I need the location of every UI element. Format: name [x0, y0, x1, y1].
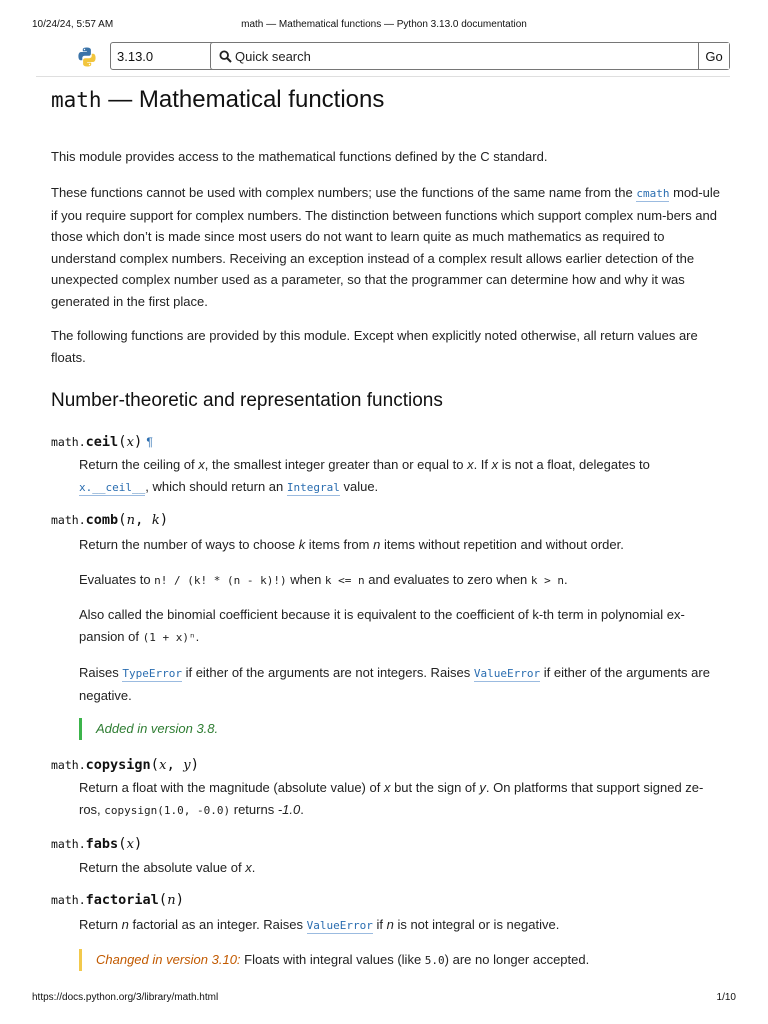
sig-prefix: math.: [51, 837, 86, 851]
comb-text: .: [564, 572, 568, 587]
comb-binomial-note: [79, 604, 724, 649]
comb-text: Evaluates to: [79, 572, 155, 587]
comb-text: Raises: [79, 665, 123, 680]
sig-arg: n: [167, 893, 176, 908]
ceil-var: x: [467, 457, 474, 472]
sig-name: copysign: [85, 757, 151, 773]
sig-arg: k: [151, 513, 160, 528]
copysign-signature: [51, 756, 199, 773]
sig-sep: ,: [166, 757, 184, 773]
factorial-text: Return: [79, 917, 122, 932]
sig-prefix: math.: [51, 435, 86, 449]
ceil-text: Return the ceiling of: [79, 457, 199, 472]
print-url: https://docs.python.org/3/library/math.html: [32, 992, 219, 1003]
sig-paren: ): [175, 892, 185, 908]
intro-paragraph-3: The following functions are provided by this module. Except when explicitly noted otherwise, all return values are floats.: [51, 328, 698, 365]
ceil-signature: [51, 433, 153, 450]
top-bar: [36, 38, 730, 77]
fabs-signature: [51, 835, 142, 852]
comb-signature: [51, 511, 168, 528]
intro-p2-text-a: These functions cannot be used with complex numbers; use the functions of the same name from the: [51, 185, 637, 200]
sig-paren: (: [150, 757, 160, 773]
factorial-text: factorial as an integer. Raises: [128, 917, 307, 932]
comb-text: items from: [305, 537, 374, 552]
comb-text: Return the number of ways to choose: [79, 537, 299, 552]
integral-link[interactable]: Integral: [286, 481, 340, 494]
sig-paren: (: [118, 836, 127, 852]
print-timestamp: 10/24/24, 5:57 AM: [32, 19, 114, 30]
search-input[interactable]: [235, 46, 695, 66]
python-logo-icon[interactable]: [76, 46, 98, 68]
copysign-return: -1.0: [277, 802, 301, 817]
comb-text: .: [195, 629, 200, 644]
comb-raises: [79, 662, 724, 707]
valueerror-link[interactable]: ValueError: [306, 919, 373, 932]
copysign-text: . On platforms that support signed ze-ros,: [79, 780, 704, 817]
go-button[interactable]: Go: [698, 43, 729, 69]
inline-code: (1 + x)ⁿ: [142, 631, 196, 644]
print-page-number: 1/10: [716, 992, 736, 1003]
ceil-text: . If: [473, 457, 492, 472]
factorial-var: n: [386, 917, 394, 932]
copysign-description: [79, 777, 724, 822]
inline-code: k <= n: [324, 574, 365, 587]
ceil-dunder-link[interactable]: x.__ceil__: [79, 481, 146, 494]
sig-name: factorial: [85, 892, 159, 908]
cmath-link[interactable]: cmath: [636, 187, 670, 200]
inline-code: 5.0: [424, 954, 445, 967]
sig-paren: ): [190, 757, 200, 773]
comb-description: [79, 534, 724, 556]
typeerror-link[interactable]: TypeError: [122, 667, 182, 680]
version-changed-text: ) are no longer accepted.: [444, 952, 590, 967]
sig-paren: (: [118, 512, 127, 528]
sig-name: ceil: [85, 434, 119, 450]
valueerror-link[interactable]: ValueError: [473, 667, 541, 680]
copysign-text: Return a float with the magnitude (absolute value) of: [79, 780, 384, 795]
sig-arg: x: [159, 758, 167, 773]
ceil-text: , which should return an: [145, 479, 287, 494]
comb-text: if either of the arguments are not integers. Raises: [181, 665, 474, 680]
ceil-text: value.: [339, 479, 379, 494]
comb-text: if either of the arguments are negative.: [79, 665, 710, 703]
ceil-text: is not a float, delegates to: [498, 457, 650, 472]
sig-arg: n: [126, 513, 135, 528]
comb-text: Also called the binomial coefficient because it is equivalent to the coefficient of k-th term in polynomial ex-pansion of: [79, 607, 685, 644]
print-header: [0, 19, 768, 33]
factorial-signature: [51, 891, 184, 908]
version-added-text: Added in version 3.8.: [96, 721, 219, 736]
inline-code: k > n: [530, 574, 565, 587]
copysign-text: returns: [230, 802, 278, 817]
sig-paren: ): [133, 836, 143, 852]
version-added-note: [79, 718, 218, 740]
ceil-description: [79, 454, 724, 499]
copysign-var: y: [479, 780, 486, 795]
factorial-text: is not integral or is negative.: [393, 917, 560, 932]
inline-code: copysign(1.0, -0.0): [104, 804, 231, 817]
page-title-code: math: [51, 88, 102, 112]
version-changed-label: Changed in version 3.10:: [96, 952, 241, 967]
ceil-permalink-icon[interactable]: ¶: [146, 435, 153, 449]
print-doc-title: math — Mathematical functions — Python 3.13.0 documentation: [241, 19, 527, 30]
sig-arg: y: [183, 758, 191, 773]
copysign-var: x: [383, 780, 391, 795]
ceil-text: , the smallest integer greater than or equal to: [204, 457, 468, 472]
sig-paren: (: [158, 892, 168, 908]
intro-paragraph-1: This module provides access to the mathematical functions defined by the C standard.: [51, 149, 548, 164]
sig-name: comb: [85, 512, 119, 528]
search-box: [210, 42, 730, 70]
fabs-description: [79, 857, 724, 879]
sig-arg: x: [126, 435, 134, 450]
comb-var: n: [373, 537, 381, 552]
ceil-var: x: [198, 457, 205, 472]
ceil-var: x: [491, 457, 499, 472]
sig-paren: ): [159, 512, 169, 528]
sig-sep: ,: [134, 512, 152, 528]
comb-text: items without repetition and without order.: [380, 537, 624, 552]
sig-name: fabs: [85, 836, 119, 852]
comb-text: and evaluates to zero when: [364, 572, 531, 587]
comb-evaluates: [79, 569, 724, 592]
page-title-text: — Mathematical functions: [101, 86, 385, 113]
sig-prefix: math.: [51, 893, 86, 907]
fabs-text: .: [251, 860, 256, 875]
factorial-var: n: [121, 917, 129, 932]
sig-arg: x: [126, 837, 134, 852]
copysign-text: .: [300, 802, 304, 817]
fabs-text: Return the absolute value of: [79, 860, 246, 875]
search-icon: [219, 50, 232, 63]
copysign-text: but the sign of: [390, 780, 480, 795]
intro-p2-text-b: mod-ule if you require support for complex numbers. The distinction between functions which support complex num-bers and those which don’t is made since most users do not want to learn quite as much mathematics as required to understand complex numbers. Receiving an exception instead of a complex result allows earlier detection of the unexpected complex number used as a parameter, so that the programmer can determine how and why it was generated in the first place.: [51, 185, 721, 309]
page-title: [51, 86, 384, 114]
comb-var: k: [298, 537, 306, 552]
intro-paragraph-2: [51, 182, 721, 312]
version-changed-note: [79, 949, 589, 971]
version-value: 3.13.0: [117, 49, 154, 64]
version-changed-text: Floats with integral values (like: [240, 952, 425, 967]
inline-code: n! / (k! * (n - k)!): [154, 574, 287, 587]
sig-prefix: math.: [51, 758, 86, 772]
section-heading: Number-theoretic and representation functions: [51, 390, 443, 411]
comb-text: when: [286, 572, 325, 587]
fabs-var: x: [245, 860, 252, 875]
factorial-text: if: [372, 917, 387, 932]
factorial-description: [79, 914, 724, 937]
sig-paren: (: [118, 434, 127, 450]
sig-paren: ): [133, 434, 143, 450]
sig-prefix: math.: [51, 513, 86, 527]
